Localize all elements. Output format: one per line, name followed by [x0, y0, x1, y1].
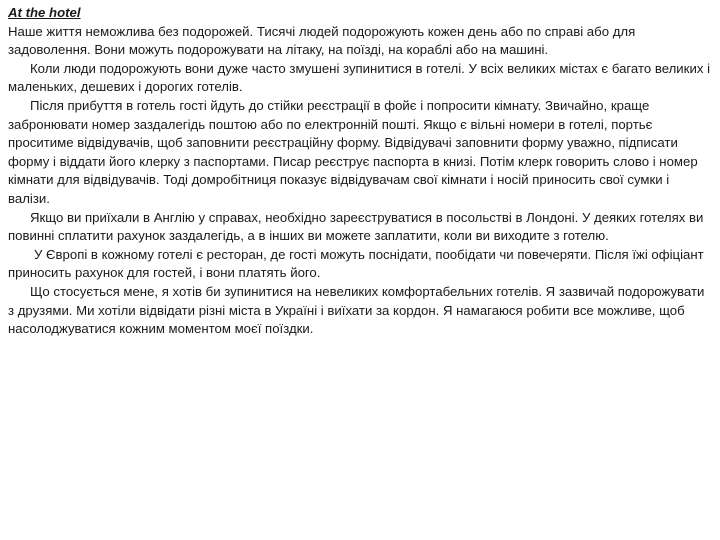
paragraph-europe: У Європі в кожному готелі є ресторан, де гості можуть поснідати, пообідати чи повечеряти. Після їжі офіціант приносить рахунок для гостей, і вони платять його.	[8, 246, 704, 281]
paragraph-intro: Наше життя неможлива без подорожей. Тисячі людей подорожують кожен день або по справі або для задоволення. Вони можуть подорожувати на літаку, на поїзді, на кораблі або на машині.	[8, 23, 636, 58]
paragraph-personal: Що стосується мене, я хотів би зупинитися на невеликих комфортабельних готелів. Я зазвичай подорожувати з друзями. Ми хотіли відвідати різні міста в Україні і виїхати за кордон. Я намагаюся робити все можливе, щоб насолоджуватися кожним моментом моєї поїздки.	[8, 283, 705, 337]
document-body	[8, 4, 712, 339]
paragraph-hotels: Коли люди подорожують вони дуже часто змушені зупинитися в готелі. У всіх великих містах є багато великих і маленьких, дешевих і дорогих готелів.	[8, 60, 711, 95]
paragraph-england: Якщо ви приїхали в Англію у справах, необхідно зареєструватися в посольстві в Лондоні. У деяких готелях ви повинні сплатити рахунок заздалегідь, а в інших ви можете заплатити, коли ви виходите з готелю.	[8, 209, 704, 244]
paragraph-check-in: Після прибуття в готель гості йдуть до стійки реєстрації в фойє і попросити кімнату. Звичайно, краще забронювати номер заздалегідь поштою або по електронній пошті. Якщо є вільні номери в готелі, портьє проситиме відвідувачів, щоб заповнити реєстраційну форму. Відвідувачі заповнити форму уважно, підписати форму і віддати його клерку з паспортами. Писар реєструє паспорта в книзі. Потім клерк говорить слово і номер кімнати для відвідувачів. Тоді домробітниця показує відвідувачам свої кімнати і носій приносить свої сумки і валізи.	[8, 97, 698, 206]
document-title: At the hotel	[8, 5, 81, 20]
